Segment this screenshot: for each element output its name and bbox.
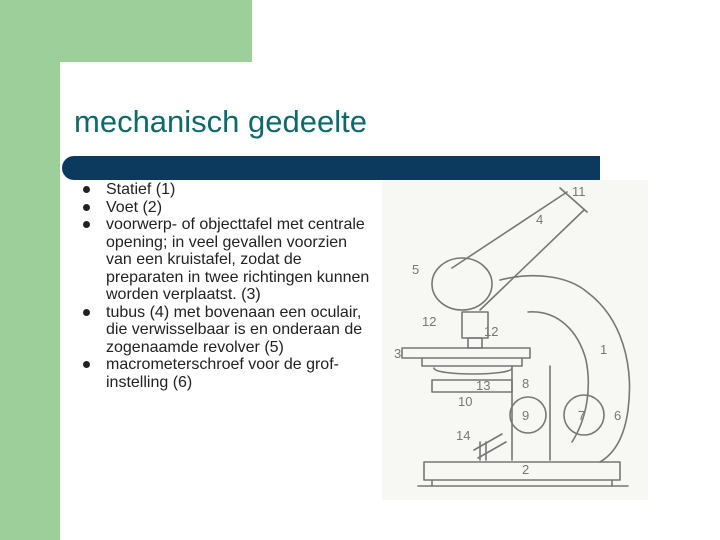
decorative-green-band-left [0, 0, 60, 540]
figure-label: 10 [458, 394, 473, 409]
figure-label: 6 [614, 408, 622, 423]
figure-label: 14 [456, 428, 471, 443]
bullet-item [80, 304, 370, 357]
figure-label: 9 [522, 408, 530, 423]
figure-label: 3 [394, 346, 402, 361]
bullet-text: Voet (2) [106, 198, 163, 216]
figure-label: 8 [522, 376, 530, 391]
bullet-dot-icon [83, 221, 90, 228]
figure-label: 13 [476, 378, 491, 393]
figure-label: 5 [412, 262, 420, 277]
figure-label: 1 [600, 342, 608, 357]
bullet-item [80, 216, 370, 304]
bullet-text: voorwerp- of objecttafel met centrale opening; in veel gevallen voorzien van een kruistafel, zodat de preparaten in twee richtingen kunnen worden verplaatst. (3) [106, 216, 370, 303]
content-area-corner [60, 62, 100, 102]
bullet-dot-icon [83, 186, 90, 193]
bullet-text: macrometerschroef voor de grof-instelling (6) [106, 356, 339, 391]
figure-label: 4 [536, 212, 544, 227]
microscope-diagram [382, 180, 648, 500]
bullet-item [80, 356, 370, 391]
title-underline-bar [62, 156, 600, 180]
bullet-text: Statief (1) [106, 181, 176, 198]
figure-label: 11 [572, 184, 586, 199]
bullet-text: tubus (4) met bovenaan een oculair, die verwisselbaar is en onderaan de zogenaamde revolver (5) [106, 303, 363, 356]
bullet-dot-icon [83, 204, 90, 211]
slide-title: mechanisch gedeelte [74, 104, 367, 139]
bullet-item [80, 181, 370, 199]
figure-label: 12 [422, 314, 437, 329]
figure-label: 7 [578, 408, 586, 423]
figure-label: 12 [484, 324, 499, 339]
bullet-dot-icon [83, 361, 90, 368]
bullet-item [80, 199, 370, 217]
figure-label: 2 [522, 462, 530, 477]
bullet-dot-icon [83, 309, 90, 316]
bullet-list [80, 181, 370, 391]
